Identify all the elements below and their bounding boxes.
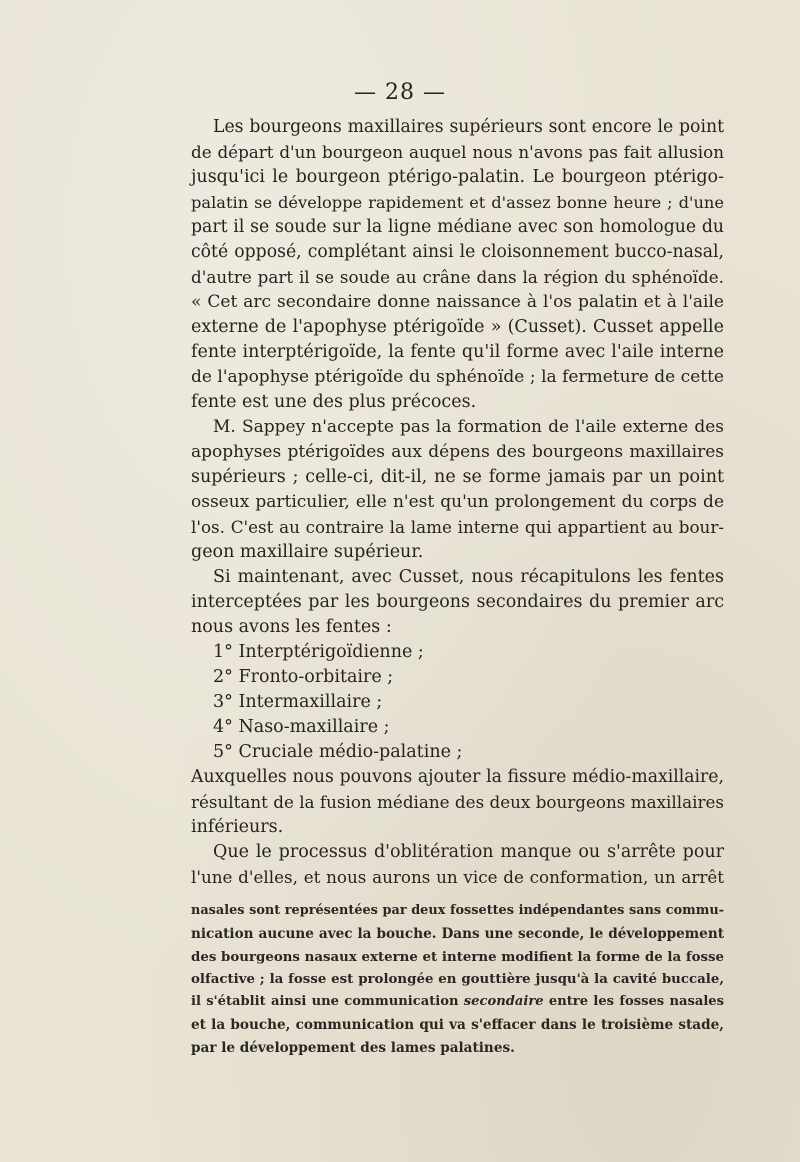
text-line: part il se soude sur la ligne médiane avec son homologue du [191, 217, 724, 237]
footnote-line: olfactive ; la fosse est prolongée en gouttière jusqu'à la cavité buccale, [191, 971, 724, 988]
footnote-line: et la bouche, communication qui va s'effacer dans le troisième stade, [191, 1016, 724, 1033]
text-line: « Cet arc secondaire donne naissance à l'os palatin et à l'aile [191, 292, 724, 312]
text-line: Les bourgeons maxillaires supérieurs sont encore le point [213, 117, 724, 137]
text-line: supérieurs ; celle-ci, dit-il, ne se forme jamais par un point [191, 467, 724, 487]
list-item: 5° Cruciale médio-palatine ; [213, 742, 463, 762]
text-line: interceptées par les bourgeons secondaires du premier arc [191, 592, 724, 612]
page-number: — 28 — [354, 80, 446, 105]
footnote-line: par le développement des lames palatines. [191, 1039, 515, 1056]
text-line: geon maxillaire supérieur. [191, 542, 424, 562]
text-line: palatin se développe rapidement et d'assez bonne heure ; d'une [191, 193, 724, 212]
footnote-line: nasales sont représentées par deux fossettes indépendantes sans commu- [191, 903, 724, 918]
text-line: apophyses ptérigoïdes aux dépens des bourgeons maxillaires [191, 442, 724, 462]
text-line: jusqu'ici le bourgeon ptérigo-palatin. Le bourgeon ptérigo- [191, 167, 724, 187]
text-line: l'os. C'est au contraire la lame interne qui appartient au bour- [191, 517, 724, 537]
text-line: inférieurs. [191, 817, 284, 837]
text-line: fente est une des plus précoces. [191, 392, 477, 412]
list-item: 1° Interptérigoïdienne ; [213, 642, 424, 662]
text-line: l'une d'elles, et nous aurons un vice de conformation, un arrêt [191, 867, 724, 887]
list-item: 2° Fronto-orbitaire ; [213, 667, 394, 687]
text-line: résultant de la fusion médiane des deux bourgeons maxillaires [191, 792, 724, 812]
text-line: externe de l'apophyse ptérigoïde » (Cusset). Cusset appelle [191, 317, 724, 337]
footnote-line: il s'établit ainsi une communication secondaire entre les fosses nasales [191, 994, 724, 1010]
text-line: fente interptérigoïde, la fente qu'il forme avec l'aile interne [191, 342, 724, 362]
text-line: de l'apophyse ptérigoïde du sphénoïde ; la fermeture de cette [191, 367, 724, 387]
text-line: Auxquelles nous pouvons ajouter la fissure médio-maxillaire, [191, 767, 724, 787]
footnote-line: des bourgeons nasaux externe et interne modifient la forme de la fosse [191, 948, 724, 965]
text-line: nous avons les fentes : [191, 617, 392, 637]
text-line: d'autre part il se soude au crâne dans la région du sphénoïde. [191, 267, 724, 287]
text-line: M. Sappey n'accepte pas la formation de l'aile externe des [213, 417, 724, 437]
list-item: 4° Naso-maxillaire ; [213, 717, 390, 737]
list-item: 3° Intermaxillaire ; [213, 692, 383, 712]
text-line: osseux particulier, elle n'est qu'un prolongement du corps de [191, 492, 724, 512]
text-line: côté opposé, complétant ainsi le cloisonnement bucco-nasal, [191, 242, 724, 262]
text-line: Si maintenant, avec Cusset, nous récapitulons les fentes [213, 567, 724, 587]
footnote [191, 900, 724, 1060]
footnote-line: nication aucune avec la bouche. Dans une seconde, le développement [191, 925, 724, 942]
text-line: Que le processus d'oblitération manque ou s'arrête pour [213, 842, 724, 862]
text-line: de départ d'un bourgeon auquel nous n'avons pas fait allusion [191, 142, 724, 162]
emphasis: secondaire [463, 994, 544, 1010]
body-text [191, 115, 724, 890]
